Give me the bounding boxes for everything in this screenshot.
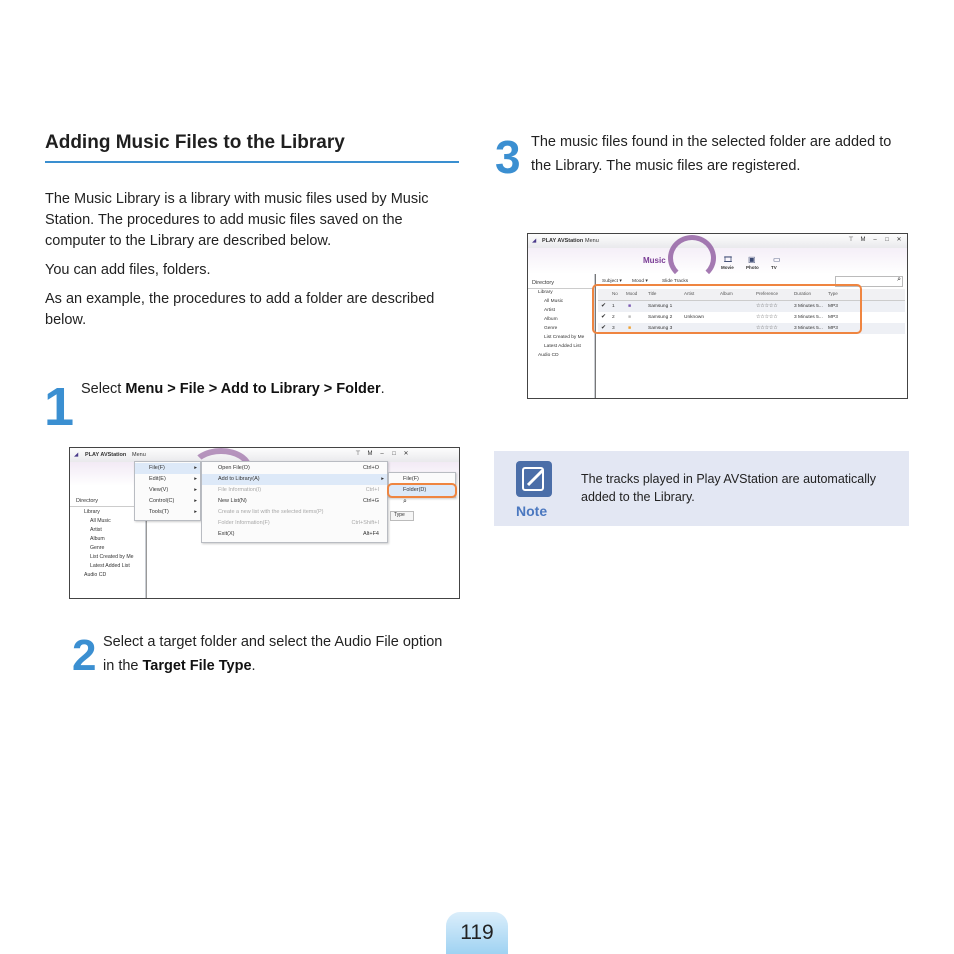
submenu-arrow-icon: ▸ bbox=[194, 465, 197, 471]
tree-item[interactable]: Audio CD bbox=[538, 353, 559, 358]
column-type-header: Type bbox=[394, 512, 405, 518]
table-cell: Samsung 3 bbox=[648, 326, 673, 331]
main-menu-label: File(F) bbox=[149, 465, 165, 471]
file-menu-label: Create a new list with the selected items(P) bbox=[218, 509, 324, 515]
column-header[interactable]: Preference bbox=[756, 291, 779, 296]
column-header[interactable]: Title bbox=[648, 291, 657, 296]
film-icon[interactable]: 🎞 bbox=[723, 255, 734, 264]
file-menu-item bbox=[202, 518, 387, 529]
files-folders-paragraph: You can add files, folders. bbox=[45, 262, 211, 278]
maximize-icon[interactable]: □ bbox=[885, 237, 889, 243]
search-icon[interactable]: ⌕ bbox=[403, 498, 407, 505]
tree-item[interactable]: Genre bbox=[90, 545, 105, 551]
file-menu-item bbox=[202, 485, 387, 496]
column-header[interactable]: Album bbox=[720, 291, 733, 296]
app-title: PLAY AVStation bbox=[85, 452, 127, 458]
submenu-arrow-icon: ▸ bbox=[194, 498, 197, 504]
option-label: Folder(D) bbox=[403, 487, 427, 493]
file-menu-item[interactable] bbox=[202, 474, 387, 485]
step1-menu-path: Menu > File > Add to Library > Folder bbox=[125, 381, 381, 397]
main-menu-item[interactable] bbox=[135, 485, 200, 496]
photo-icon[interactable]: ▣ bbox=[748, 255, 756, 264]
close-icon[interactable]: ✕ bbox=[896, 237, 902, 243]
tree-item[interactable]: Audio CD bbox=[84, 572, 107, 578]
row-checkbox[interactable]: ✔ bbox=[601, 303, 607, 309]
row-checkbox[interactable]: ✔ bbox=[601, 325, 607, 331]
tree-item[interactable]: Album bbox=[90, 536, 105, 542]
table-cell: MP3 bbox=[828, 326, 838, 331]
nav-label[interactable]: Photo bbox=[746, 265, 759, 270]
shortcut-key: Ctrl+Shift+I bbox=[351, 520, 379, 526]
step2-number: 2 bbox=[72, 631, 97, 680]
mood-swatch: ■ bbox=[628, 314, 632, 320]
row-checkbox[interactable]: ✔ bbox=[601, 314, 607, 320]
table-cell: 3 Minutes 5... bbox=[794, 326, 823, 331]
music-section-title: Music bbox=[643, 256, 666, 265]
step2-target-file-type: Target File Type bbox=[142, 658, 252, 674]
note-label: Note bbox=[516, 503, 548, 519]
tv-icon[interactable]: ▭ bbox=[773, 255, 781, 264]
banner bbox=[528, 248, 907, 274]
filter-dropdown[interactable]: Slide Tracks bbox=[662, 279, 689, 284]
pin-icon[interactable]: ⊤ bbox=[848, 237, 854, 243]
app-title: PLAY AVStation bbox=[542, 238, 584, 244]
tree-item[interactable]: Library bbox=[538, 290, 553, 295]
example-paragraph: As an example, the procedures to add a folder are described below. bbox=[45, 291, 435, 328]
minimize-icon[interactable]: – bbox=[380, 451, 384, 457]
main-menu-label: Edit(E) bbox=[149, 476, 166, 482]
tree-item[interactable]: Album bbox=[544, 317, 558, 322]
step2-suffix: . bbox=[251, 658, 256, 674]
intro-paragraph: The Music Library is a library with music files used by Music Station. The procedures to add music files saved on the computer to the Library are described below. bbox=[45, 191, 429, 249]
column-header[interactable]: No bbox=[612, 291, 618, 296]
highlight-registered-tracks bbox=[592, 284, 862, 334]
note-pencil-icon bbox=[516, 461, 552, 497]
step1-number: 1 bbox=[44, 377, 75, 437]
table-cell: MP3 bbox=[828, 304, 838, 309]
step1-suffix: . bbox=[380, 381, 385, 397]
mood-swatch: ■ bbox=[628, 303, 632, 309]
submenu-arrow-icon: ▸ bbox=[194, 476, 197, 482]
tree-item[interactable]: Library bbox=[84, 509, 100, 515]
option-label: File(F) bbox=[403, 476, 419, 482]
table-cell: ☆☆☆☆☆ bbox=[756, 326, 778, 331]
file-menu-label: New List(N) bbox=[218, 498, 247, 504]
table-cell: MP3 bbox=[828, 315, 838, 320]
tree-item[interactable]: All Music bbox=[544, 299, 564, 304]
filter-dropdown[interactable]: Subject ▾ bbox=[602, 279, 622, 284]
shortcut-key: Ctrl+G bbox=[362, 498, 379, 504]
table-cell: Unknown bbox=[684, 315, 704, 320]
file-menu-item bbox=[202, 507, 387, 518]
column-header[interactable]: Duration bbox=[794, 291, 812, 296]
main-menu bbox=[134, 461, 201, 521]
table-cell: 1 bbox=[612, 304, 615, 309]
mood-swatch: ■ bbox=[628, 325, 632, 331]
mini-mode-icon[interactable]: M bbox=[860, 237, 866, 243]
file-menu-item[interactable] bbox=[202, 463, 387, 474]
submenu-arrow-icon: ▸ bbox=[194, 487, 197, 493]
section-heading: Adding Music Files to the Library bbox=[45, 132, 345, 153]
main-menu-label: Tools(T) bbox=[149, 509, 169, 515]
table-cell: Samsung 2 bbox=[648, 315, 673, 320]
submenu-arrow-icon: ▸ bbox=[381, 476, 384, 482]
main-menu-item[interactable] bbox=[135, 507, 200, 518]
file-menu-label: Add to Library(A) bbox=[218, 476, 260, 482]
note-text: The tracks played in Play AVStation are automatically added to the Library. bbox=[581, 472, 877, 504]
file-menu-item[interactable] bbox=[202, 529, 387, 540]
file-menu-item[interactable] bbox=[202, 496, 387, 507]
table-cell: ☆☆☆☆☆ bbox=[756, 304, 778, 309]
step2-text bbox=[103, 630, 453, 678]
main-menu-label: Control(C) bbox=[149, 498, 175, 504]
title-bar bbox=[528, 234, 907, 249]
nav-label[interactable]: Movie bbox=[721, 265, 734, 270]
highlight-folder-option bbox=[387, 483, 457, 498]
file-menu-label: Open File(O) bbox=[218, 465, 250, 471]
screenshot-add-to-library bbox=[69, 447, 460, 599]
shortcut-key: Ctrl+O bbox=[362, 465, 379, 471]
shortcut-key: Alt+F4 bbox=[362, 531, 379, 537]
file-menu-label: File Information(I) bbox=[218, 487, 262, 493]
minimize-icon[interactable]: – bbox=[873, 237, 877, 243]
table-cell: ☆☆☆☆☆ bbox=[756, 315, 778, 320]
tree-item[interactable]: List Created by Me bbox=[90, 554, 134, 560]
sidebar-header: Directory bbox=[76, 498, 99, 504]
column-header[interactable]: Type bbox=[828, 291, 838, 296]
tree-item[interactable]: Genre bbox=[544, 326, 558, 331]
column-header[interactable]: Artist bbox=[684, 291, 695, 296]
step1-text bbox=[81, 377, 461, 401]
file-menu-label: Folder Information(F) bbox=[218, 520, 270, 526]
main-menu-item[interactable] bbox=[135, 474, 200, 485]
main-menu-label: View(V) bbox=[149, 487, 169, 493]
file-menu bbox=[201, 461, 388, 543]
nav-label[interactable]: TV bbox=[771, 265, 777, 270]
table-cell: 3 Minutes 5... bbox=[794, 304, 823, 309]
shortcut-key: Ctrl+I bbox=[365, 487, 379, 493]
tree-item[interactable]: List Created by Me bbox=[544, 335, 585, 340]
app-logo-icon: ◢ bbox=[532, 238, 537, 244]
submenu-arrow-icon: ▸ bbox=[194, 509, 197, 515]
column-header[interactable]: Mood bbox=[626, 291, 638, 296]
tree-item[interactable]: All Music bbox=[90, 518, 111, 524]
step3-number: 3 bbox=[495, 131, 521, 183]
app-logo-icon: ◢ bbox=[74, 452, 79, 458]
step1-prefix: Select bbox=[81, 381, 126, 397]
sidebar bbox=[528, 274, 595, 398]
pin-icon[interactable]: ⊤ bbox=[355, 451, 361, 457]
table-cell: 2 bbox=[612, 315, 615, 320]
table-cell: 3 bbox=[612, 326, 615, 331]
tree-item[interactable]: Artist bbox=[544, 308, 555, 313]
main-menu-item[interactable] bbox=[135, 496, 200, 507]
heading-underline bbox=[45, 161, 459, 163]
tree-item[interactable]: Artist bbox=[90, 527, 102, 533]
menu-button[interactable]: Menu bbox=[132, 452, 146, 458]
step2-instruction: Select a target folder and select the Audio File option in the bbox=[103, 634, 443, 674]
tree-item[interactable]: Latest Added List bbox=[90, 563, 130, 569]
file-menu-label: Exit(X) bbox=[218, 531, 235, 537]
table-cell: Samsung 1 bbox=[648, 304, 673, 309]
maximize-icon[interactable]: □ bbox=[392, 451, 396, 457]
search-icon[interactable]: ⌕ bbox=[897, 276, 901, 283]
menu-button[interactable]: Menu bbox=[585, 238, 599, 244]
main-menu-item[interactable] bbox=[135, 463, 200, 474]
page-number: 119 bbox=[460, 921, 494, 944]
sidebar-header: Directory bbox=[532, 280, 555, 286]
table-cell: 3 Minutes 5... bbox=[794, 315, 823, 320]
tree-item[interactable]: Latest Added List bbox=[544, 344, 581, 349]
mini-mode-icon[interactable]: M bbox=[367, 451, 373, 457]
step3-text: The music files found in the selected folder are added to the Library. The music files are registered. bbox=[531, 134, 892, 174]
filter-dropdown[interactable]: Mood ▾ bbox=[632, 279, 648, 284]
close-icon[interactable]: ✕ bbox=[403, 451, 409, 457]
